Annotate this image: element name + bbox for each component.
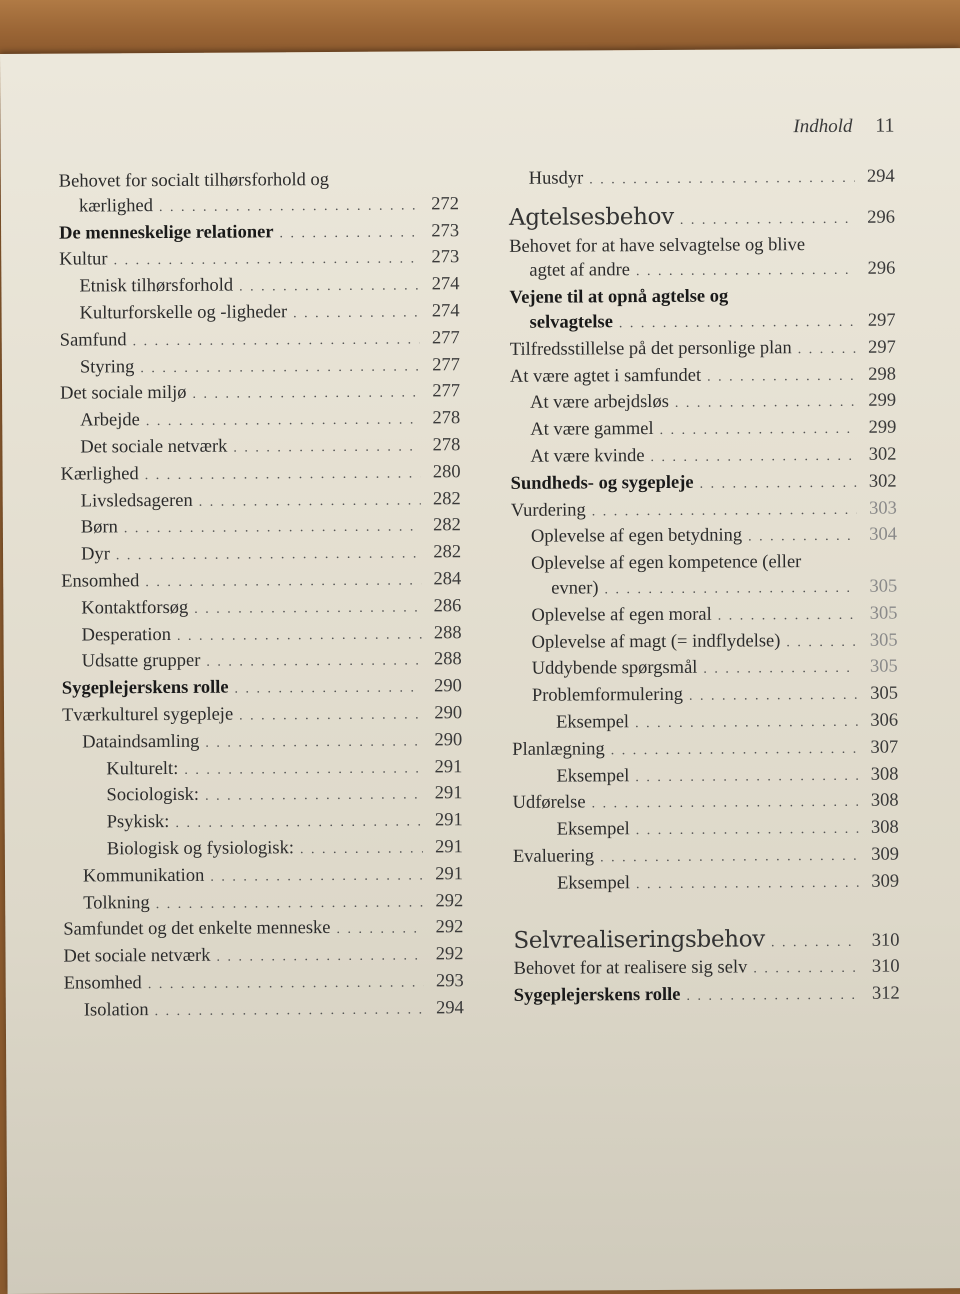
- toc-entry-text: Det sociale netværk: [63, 945, 211, 967]
- toc-entry: [61, 514, 461, 543]
- toc-entry-page: 273: [431, 220, 460, 241]
- toc-chapter-heading: [509, 203, 895, 234]
- toc-entry-page: 288: [433, 649, 462, 670]
- leader-dots: [146, 409, 421, 435]
- toc-entry-text: Samfundet og det enkelte menneske: [63, 918, 331, 940]
- toc-entry: [512, 735, 898, 764]
- toc-entry: [64, 996, 464, 1025]
- leader-dots: [114, 248, 420, 275]
- toc-entry: [60, 406, 460, 435]
- toc-entry-page: 308: [870, 764, 899, 785]
- toc-entry-page: 292: [435, 890, 464, 911]
- leader-dots: [591, 791, 858, 817]
- toc-entry-text: Oplevelse af egen betydning: [530, 525, 743, 548]
- toc-entry-page: 305: [869, 603, 898, 624]
- leader-dots: [279, 221, 419, 247]
- toc-entry: [62, 701, 462, 730]
- leader-dots: [206, 650, 421, 676]
- leader-dots: [748, 525, 857, 550]
- toc-entry-page: 298: [868, 364, 897, 385]
- toc-entry-text: Sygeplejerskens rolle: [61, 677, 229, 699]
- leader-dots: [156, 891, 424, 917]
- toc-entry-text-line2: kærlighed: [78, 195, 153, 217]
- toc-entry: [59, 167, 459, 221]
- toc-entry-text: Tilfredsstillelse på det personlige plan: [509, 337, 792, 360]
- toc-entry: [510, 335, 896, 364]
- toc-left-column: [59, 167, 464, 1025]
- toc-entry-page: 309: [871, 871, 900, 892]
- toc-entry-text: Eksempel: [556, 819, 630, 840]
- leader-dots: [718, 604, 858, 630]
- toc-entry-page: 302: [868, 444, 897, 465]
- toc-entry: [60, 433, 460, 462]
- toc-entry-text: Eksempel: [556, 765, 630, 787]
- toc-entry: [514, 955, 900, 984]
- toc-entry-page: 307: [870, 737, 899, 758]
- toc-entry: [511, 523, 897, 552]
- toc-entry-text: Selvrealiseringsbehov: [513, 925, 766, 954]
- toc-entry-page: 291: [434, 756, 463, 777]
- toc-entry-page: 292: [435, 944, 464, 965]
- toc-entry: [511, 601, 897, 630]
- toc-entry-text: At være kvinde: [530, 446, 645, 467]
- leader-dots: [635, 711, 858, 737]
- leader-dots: [155, 998, 424, 1024]
- toc-entry-text: Eksempel: [557, 872, 631, 894]
- toc-entry: [513, 816, 899, 845]
- toc-entry-text-line2: selvagtelse: [529, 312, 613, 333]
- toc-entry-text: Vurdering: [510, 499, 586, 521]
- leader-dots: [600, 845, 859, 871]
- toc-entry-text: Dataindsamling: [82, 731, 200, 753]
- toc-entry-page: 297: [867, 337, 896, 358]
- toc-entry: [511, 469, 897, 498]
- toc-entry-text: Husdyr: [528, 168, 584, 189]
- toc-entry-text: Ensomhed: [61, 571, 140, 592]
- toc-entry-text: Arbejde: [80, 410, 140, 431]
- running-header: [793, 115, 894, 139]
- leader-dots: [650, 445, 856, 471]
- leader-dots: [216, 945, 423, 971]
- toc-entry-page: 274: [431, 274, 460, 295]
- toc-entry-page: 310: [871, 956, 900, 978]
- leader-dots: [205, 730, 422, 756]
- toc-entry-page: 282: [433, 515, 461, 536]
- toc-entry-page: 299: [868, 390, 897, 412]
- toc-entry-text: Sundheds- og sygepleje: [510, 472, 694, 494]
- toc-entry: [62, 728, 462, 757]
- toc-entry-page: 306: [870, 710, 899, 731]
- toc-entry-page: 299: [868, 417, 897, 438]
- toc-entry: [511, 496, 897, 525]
- leader-dots: [786, 630, 857, 655]
- toc-entry-page: 290: [434, 729, 463, 751]
- toc-entry-text: Kulturelt:: [106, 758, 179, 779]
- leader-dots: [116, 543, 421, 570]
- toc-entry-text: Problemformulering: [531, 684, 684, 706]
- toc-entry: [510, 389, 896, 418]
- toc-entry-page: 272: [431, 193, 459, 215]
- toc-entry-page: 302: [868, 471, 897, 492]
- toc-entry: [63, 835, 463, 864]
- toc-entry-text: Kontaktforsøg: [81, 597, 189, 619]
- toc-entry: [60, 326, 460, 355]
- toc-entry: [63, 915, 463, 944]
- toc-entry-page: 277: [432, 381, 461, 402]
- toc-entry-text: At være agtet i samfundet: [509, 365, 702, 387]
- toc-entry-text: Agtelsesbehov: [508, 203, 674, 231]
- toc-entry-text-line1: Oplevelse af egen kompetence (eller: [531, 552, 802, 574]
- toc-entry-page: 284: [433, 569, 462, 590]
- toc-entry-text: De menneskelige relationer: [59, 221, 274, 244]
- toc-entry-text: Eksempel: [556, 712, 630, 733]
- toc-entry-page: 312: [871, 983, 900, 1004]
- toc-entry-text: Tværkulturel sygepleje: [61, 704, 234, 726]
- toc-entry: [62, 782, 462, 811]
- toc-entry-text: Kærlighed: [60, 463, 139, 485]
- toc-entry-page: 308: [870, 817, 899, 838]
- toc-entry-text: Evaluering: [512, 846, 595, 867]
- toc-entry-page: 278: [432, 435, 461, 456]
- toc-entry: [64, 969, 464, 998]
- toc-entry: [512, 628, 898, 657]
- leader-dots: [686, 984, 859, 1010]
- leader-dots: [145, 569, 421, 595]
- toc-entry: [63, 942, 463, 971]
- leader-dots: [604, 577, 857, 603]
- leader-dots: [675, 391, 856, 417]
- toc-entry-text-line1: Behovet for at have selvagtelse og blive: [509, 234, 806, 257]
- toc-entry-text-line2: agtet af andre: [529, 260, 631, 282]
- leader-dots: [233, 435, 420, 461]
- toc-entry-page: 304: [869, 524, 898, 546]
- toc-entry-text: At være gammel: [530, 419, 654, 440]
- toc-entry: [510, 362, 896, 391]
- book-page: [0, 48, 960, 1294]
- toc-entry-text-line1: Vejene til at opnå agtelse og: [509, 286, 729, 309]
- toc-entry-text: Kommunikation: [82, 865, 205, 887]
- toc-entry: [513, 869, 899, 898]
- toc-entry-text: Behovet for at realisere sig selv: [513, 957, 748, 980]
- leader-dots: [175, 811, 422, 837]
- leader-dots: [239, 275, 419, 301]
- toc-entry: [63, 889, 463, 918]
- toc-entry-page: 286: [433, 595, 462, 617]
- leader-dots: [753, 957, 859, 982]
- toc-entry: [63, 862, 463, 891]
- leader-dots: [210, 864, 423, 890]
- toc-entry: [60, 353, 460, 382]
- leader-dots: [689, 684, 858, 710]
- toc-entry-page: 293: [435, 971, 464, 992]
- toc-entry-page: 278: [432, 408, 461, 429]
- toc-entry-text: Sygeplejerskens rolle: [513, 984, 681, 1006]
- toc-entry: [510, 416, 896, 445]
- section-title: Indhold: [793, 115, 853, 138]
- toc-entry: [514, 982, 900, 1011]
- toc-entry-text: Isolation: [83, 999, 149, 1021]
- toc-entry-page: 282: [433, 542, 462, 563]
- toc-entry-page: 274: [431, 301, 460, 322]
- leader-dots: [589, 167, 855, 193]
- toc-entry: [513, 842, 899, 871]
- toc-entry: [60, 299, 460, 328]
- toc-entry-page: 305: [869, 576, 898, 597]
- toc-entry-text: Det sociale miljø: [60, 383, 187, 405]
- leader-dots: [205, 784, 423, 810]
- toc-entry-page: 291: [434, 783, 463, 804]
- toc-entry-text-line2: evner): [551, 578, 599, 599]
- leader-dots: [124, 516, 421, 543]
- toc-entry-page: 296: [867, 207, 896, 228]
- toc-entry-text: Oplevelse af magt (= indflydelse): [531, 630, 781, 653]
- leader-dots: [635, 764, 858, 790]
- toc-entry-text: Planlægning: [512, 739, 605, 760]
- leader-dots: [300, 837, 423, 863]
- toc-entry-page: 291: [434, 810, 463, 831]
- toc-entry-text: Sociologisk:: [106, 785, 200, 806]
- toc-entry-page: 277: [432, 354, 460, 375]
- toc-entry-text: Oplevelse af egen moral: [531, 604, 712, 626]
- leader-dots: [336, 918, 423, 943]
- toc-entry-page: 305: [870, 683, 898, 704]
- toc-entry-text: Samfund: [59, 330, 127, 351]
- leader-dots: [234, 677, 421, 703]
- leader-dots: [184, 757, 422, 783]
- leader-dots: [660, 418, 857, 444]
- leader-dots: [707, 364, 856, 390]
- toc-entry-text: Kultur: [59, 249, 108, 271]
- toc-entry: [62, 755, 462, 784]
- toc-entry-page: 297: [867, 310, 896, 331]
- toc-entry-page: 308: [870, 790, 899, 812]
- toc-entry-page: 292: [435, 917, 464, 938]
- leader-dots: [194, 596, 421, 622]
- toc-entry-page: 288: [433, 622, 462, 643]
- toc-entry: [510, 443, 896, 472]
- toc-entry-text-line1: Behovet for socialt tilhørsforhold og: [58, 169, 330, 192]
- toc-entry-page: 303: [868, 498, 897, 519]
- toc-entry-text: Uddybende spørgsmål: [531, 658, 698, 680]
- toc-entry-text: Etnisk tilhørsforhold: [79, 275, 234, 297]
- leader-dots: [592, 498, 857, 524]
- toc-entry-page: 277: [431, 327, 460, 349]
- leader-dots: [619, 311, 856, 337]
- leader-dots: [703, 657, 858, 683]
- page-number: 11: [875, 114, 895, 137]
- toc-entry-text: Udsatte grupper: [81, 651, 201, 672]
- toc-entry-text: At være arbejdsløs: [530, 392, 669, 414]
- leader-dots: [611, 738, 859, 764]
- toc-entry: [511, 550, 897, 604]
- toc-entry-page: 280: [432, 461, 461, 483]
- leader-dots: [636, 871, 859, 897]
- leader-dots: [239, 703, 422, 729]
- toc-entry-page: 296: [867, 258, 896, 280]
- toc-entry-page: 294: [866, 166, 895, 187]
- toc-entry-page: 282: [432, 488, 461, 509]
- leader-dots: [636, 818, 859, 844]
- toc-entry: [61, 621, 461, 650]
- toc-entry: [512, 708, 898, 737]
- toc-entry: [60, 460, 460, 489]
- leader-dots: [133, 328, 420, 355]
- toc-entry: [61, 540, 461, 569]
- toc-entry-text: Livsledsageren: [80, 490, 193, 512]
- toc-entry-page: 309: [871, 844, 899, 865]
- leader-dots: [771, 930, 860, 955]
- toc-entry-text: Det sociale netværk: [80, 436, 228, 458]
- toc-entry-text: Styring: [79, 356, 135, 378]
- toc-entry: [59, 219, 459, 248]
- leader-dots: [148, 971, 424, 997]
- toc-entry-text: Børn: [80, 517, 118, 538]
- toc-entry-text: Desperation: [81, 624, 172, 646]
- toc-entry-text: Kulturforskelle og -ligheder: [79, 302, 288, 324]
- toc-entry-text: Dyr: [80, 544, 110, 565]
- toc-chapter-heading: [513, 926, 899, 957]
- toc-entry: [512, 655, 898, 684]
- toc-entry: [61, 567, 461, 596]
- toc-entry: [61, 594, 461, 623]
- toc-entry-page: 310: [871, 930, 900, 951]
- toc-entry-page: 294: [436, 997, 464, 1019]
- toc-entry-page: 305: [869, 656, 898, 678]
- toc-entry-text: Ensomhed: [63, 973, 142, 994]
- leader-dots: [798, 338, 856, 363]
- leader-dots: [140, 355, 420, 382]
- toc-entry: [59, 272, 459, 301]
- toc-entry: [513, 789, 899, 818]
- leader-dots: [145, 462, 421, 488]
- leader-dots: [680, 208, 855, 234]
- toc-entry-page: 290: [434, 703, 463, 724]
- toc-entry: [59, 246, 459, 275]
- leader-dots: [192, 382, 420, 408]
- toc-entry-page: 290: [434, 676, 462, 697]
- leader-dots: [159, 194, 419, 220]
- leader-dots: [177, 623, 422, 649]
- toc-entry: [509, 284, 895, 338]
- toc-entry: [63, 808, 463, 837]
- leader-dots: [700, 472, 857, 498]
- toc-entry: [62, 648, 462, 677]
- toc-entry: [509, 165, 895, 194]
- toc-entry: [61, 487, 461, 516]
- toc-entry-page: 305: [869, 630, 898, 651]
- toc-entry-text: Psykisk:: [106, 812, 170, 833]
- leader-dots: [636, 259, 855, 285]
- toc-right-column: [509, 165, 900, 1011]
- toc-entry: [62, 674, 462, 703]
- toc-entry-page: 291: [435, 837, 463, 858]
- leader-dots: [199, 489, 421, 515]
- toc-entry: [512, 762, 898, 791]
- toc-entry-text: Udførelse: [512, 792, 586, 814]
- toc-entry: [512, 682, 898, 711]
- toc-entry-page: 291: [435, 863, 464, 885]
- toc-entry-text: Tolkning: [83, 892, 150, 914]
- toc-entry: [60, 380, 460, 409]
- toc-entry: [509, 232, 895, 286]
- toc-entry-text: Biologisk og fysiologisk:: [106, 838, 294, 860]
- toc-entry-page: 273: [431, 247, 460, 268]
- leader-dots: [293, 301, 420, 327]
